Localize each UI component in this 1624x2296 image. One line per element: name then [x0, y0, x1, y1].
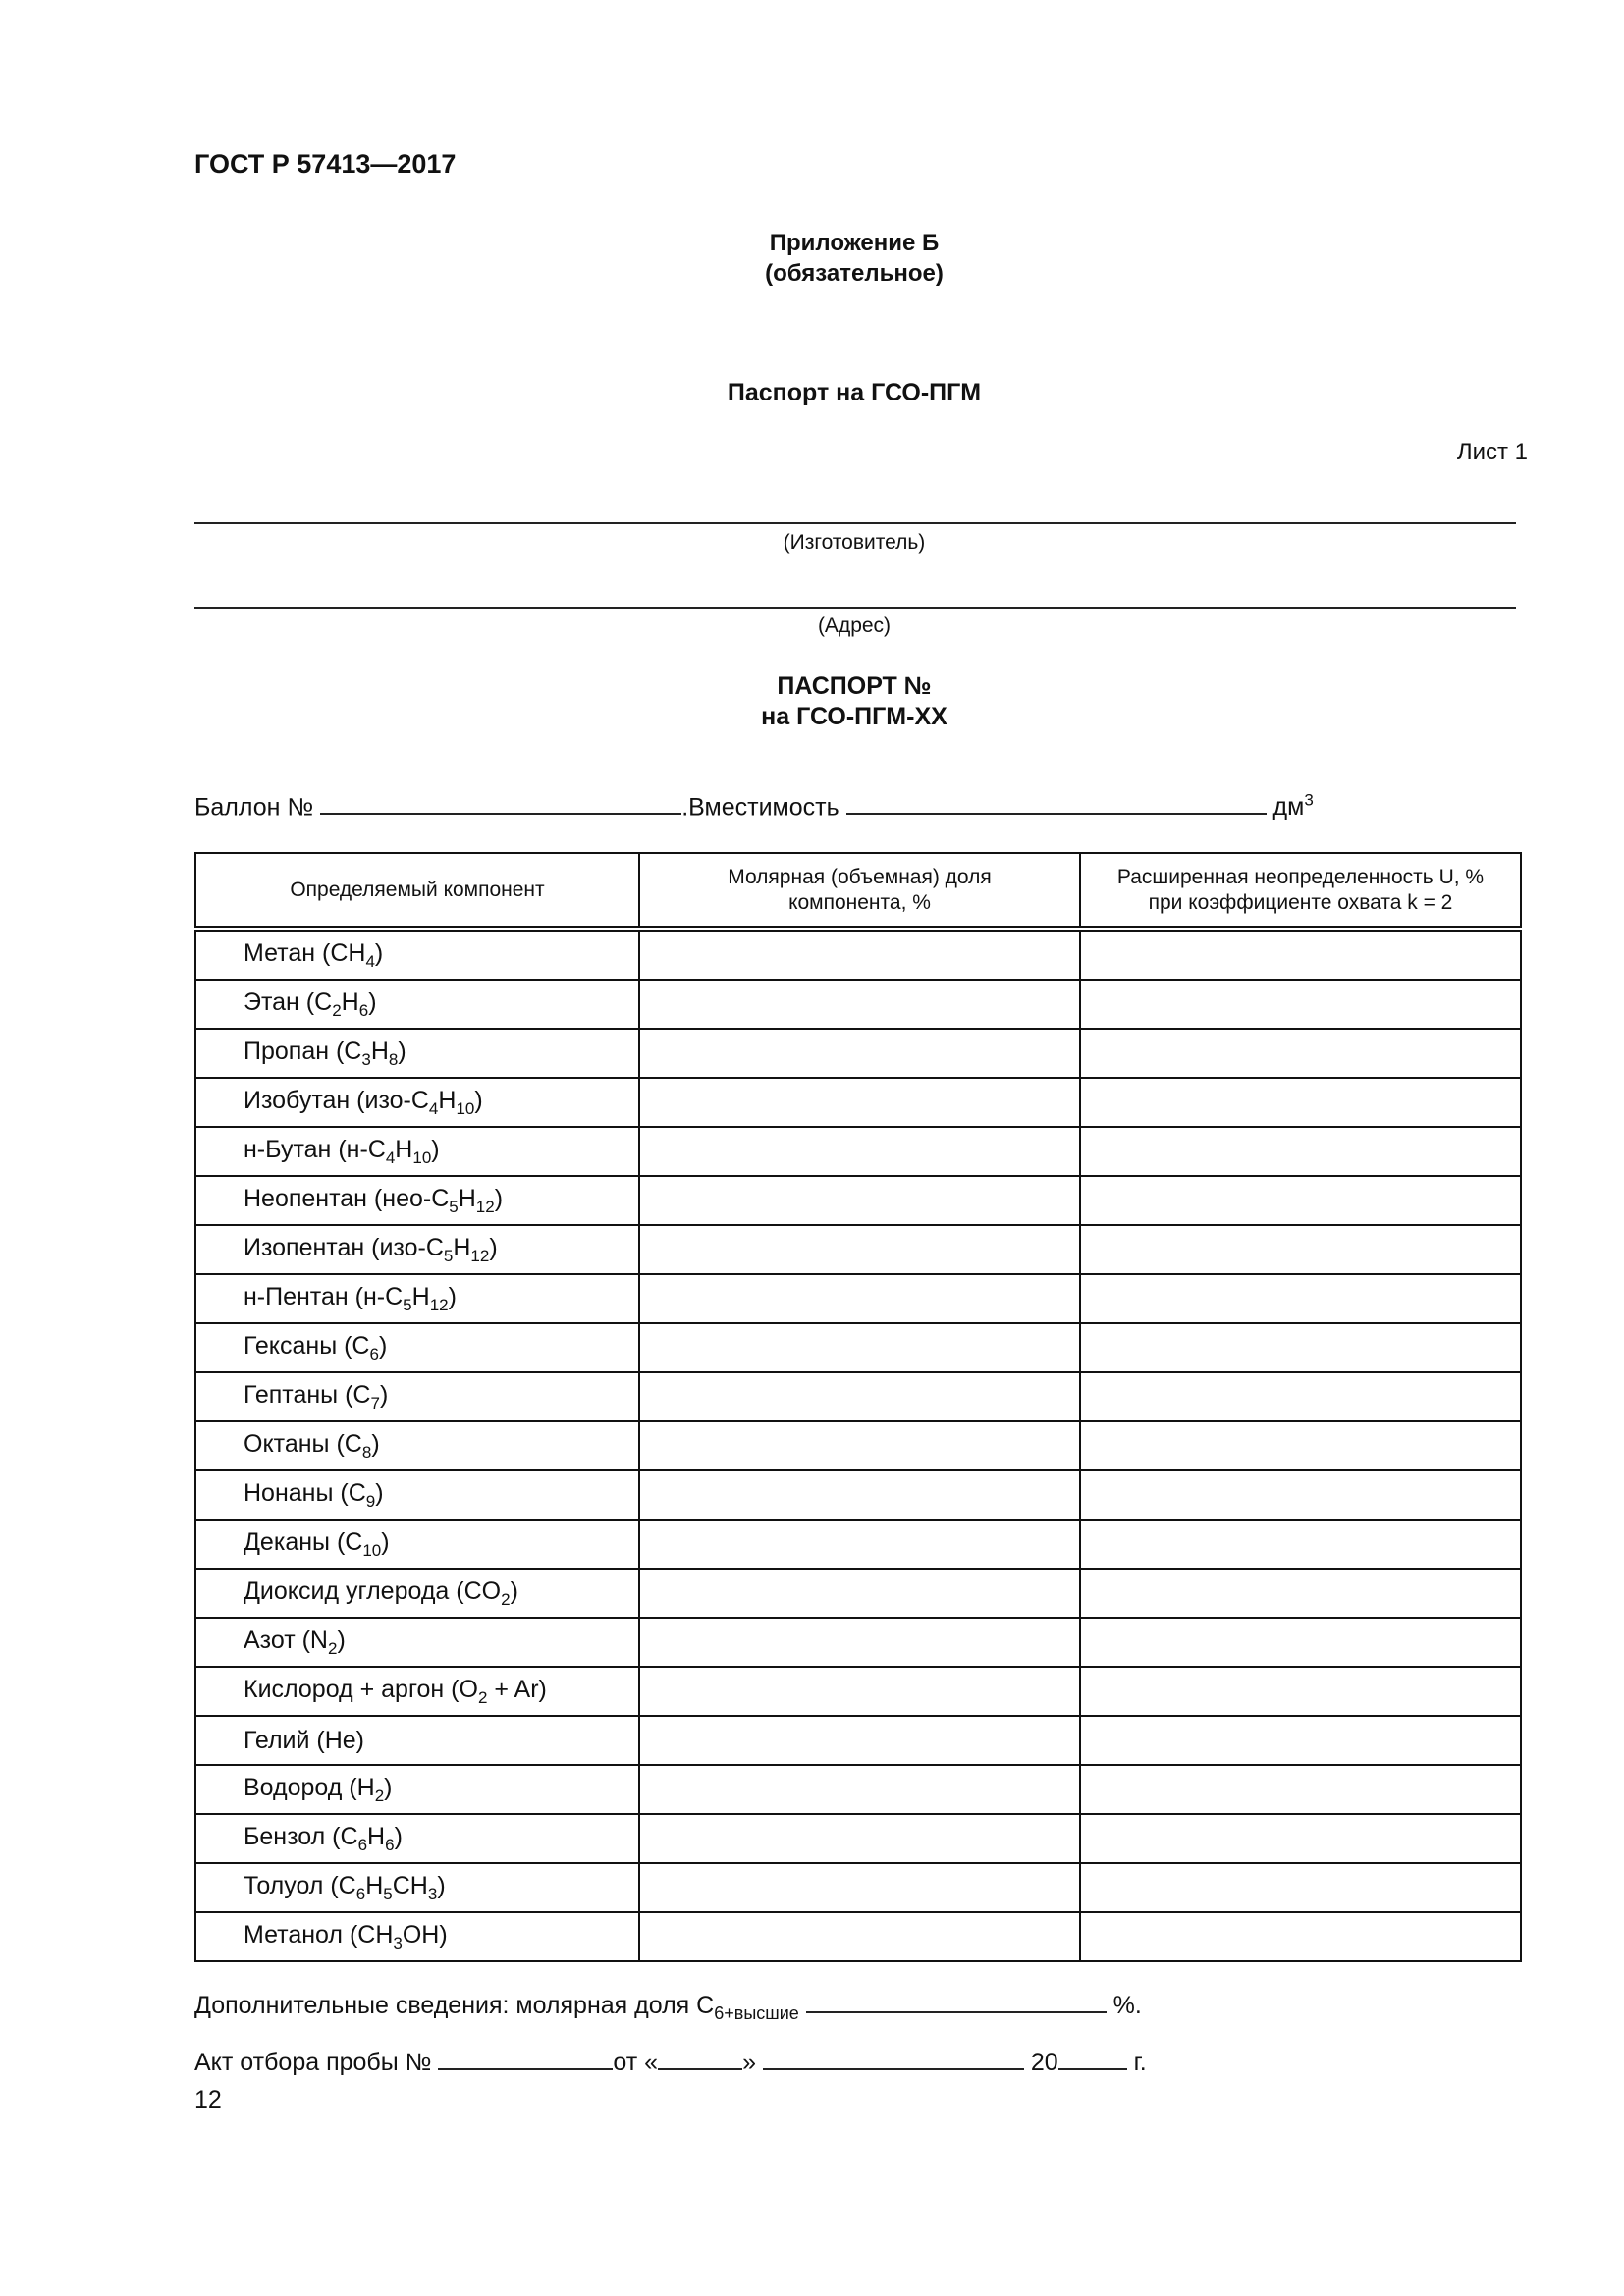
table-row — [195, 929, 1521, 980]
table-row — [195, 1176, 1521, 1225]
table-row — [195, 1569, 1521, 1618]
table-row — [195, 1421, 1521, 1470]
table-row — [195, 1863, 1521, 1912]
table-row — [195, 1127, 1521, 1176]
component-name: н-Пентан $(н-C_5H_{12})$ — [195, 1274, 639, 1323]
uncertainty-cell[interactable] — [1080, 980, 1521, 1029]
additional-info-label: Дополнительные сведения: молярная доля $C_{6+высшие}$ — [194, 1992, 799, 2023]
page-number: 12 — [194, 2086, 222, 2113]
table-row — [195, 1470, 1521, 1520]
component-name: Бензол $(C_6H_6)$ — [195, 1814, 639, 1863]
appendix-heading — [0, 228, 1624, 289]
sampling-from-label: от « — [613, 2049, 659, 2076]
header-molar-fraction: Молярная (объемная) доля компонента, % — [639, 853, 1080, 929]
cylinder-line — [194, 791, 1314, 822]
component-name: Метанол $(CH_3OH)$ — [195, 1912, 639, 1961]
sampling-act-number-field[interactable] — [438, 2049, 613, 2070]
additional-info-line — [194, 1992, 1142, 2024]
document-code: ГОСТ Р 57413—2017 — [194, 149, 457, 179]
molar-fraction-cell[interactable] — [639, 1274, 1080, 1323]
component-name: Гелий (He) — [195, 1716, 639, 1765]
table-row — [195, 1912, 1521, 1961]
capacity-field[interactable] — [846, 793, 1267, 815]
appendix-title: Приложение Б — [769, 230, 940, 256]
uncertainty-cell[interactable] — [1080, 1814, 1521, 1863]
molar-fraction-cell[interactable] — [639, 1225, 1080, 1274]
molar-fraction-cell[interactable] — [639, 980, 1080, 1029]
uncertainty-cell[interactable] — [1080, 1078, 1521, 1127]
passport-title-line2: на ГСО-ПГМ-ХХ — [761, 703, 947, 730]
uncertainty-cell[interactable] — [1080, 1029, 1521, 1078]
sampling-close-quote: » — [742, 2049, 756, 2076]
table-row — [195, 980, 1521, 1029]
molar-fraction-cell[interactable] — [639, 1912, 1080, 1961]
appendix-status: (обязательное) — [765, 260, 944, 287]
sheet-number: Лист 1 — [1456, 439, 1528, 465]
component-name: н-Бутан $(н-C_4H_{10})$ — [195, 1127, 639, 1176]
component-name: Гептаны $(C_7)$ — [195, 1372, 639, 1421]
uncertainty-cell[interactable] — [1080, 1569, 1521, 1618]
component-name: Кислород + аргон $(O_2 + Ar)$ — [195, 1667, 639, 1716]
sampling-year-prefix: 20 — [1030, 2049, 1058, 2076]
molar-fraction-cell[interactable] — [639, 1716, 1080, 1765]
cylinder-number-field[interactable] — [320, 793, 681, 815]
component-name: Гексаны $(C_6)$ — [195, 1323, 639, 1372]
component-name: Изобутан $(изо-C_4H_{10})$ — [195, 1078, 639, 1127]
table-row — [195, 1372, 1521, 1421]
molar-fraction-cell[interactable] — [639, 1667, 1080, 1716]
table-row — [195, 1667, 1521, 1716]
components-table — [194, 852, 1522, 1962]
molar-fraction-cell[interactable] — [639, 1814, 1080, 1863]
molar-fraction-cell[interactable] — [639, 1176, 1080, 1225]
capacity-label: .Вместимость — [681, 793, 839, 822]
molar-fraction-cell[interactable] — [639, 1520, 1080, 1569]
table-row — [195, 1716, 1521, 1765]
cylinder-label: Баллон № — [194, 793, 314, 822]
uncertainty-cell[interactable] — [1080, 1127, 1521, 1176]
uncertainty-cell[interactable] — [1080, 1863, 1521, 1912]
molar-fraction-cell[interactable] — [639, 1569, 1080, 1618]
table-row — [195, 1274, 1521, 1323]
address-caption: (Адрес) — [817, 614, 892, 637]
component-name: Деканы $(C_{10})$ — [195, 1520, 639, 1569]
table-row — [195, 1225, 1521, 1274]
uncertainty-cell[interactable] — [1080, 1667, 1521, 1716]
table-header-row — [195, 853, 1521, 929]
component-name: Нонаны $(C_9)$ — [195, 1470, 639, 1520]
uncertainty-cell[interactable] — [1080, 1274, 1521, 1323]
component-name: Диоксид углерода $(CO_2)$ — [195, 1569, 639, 1618]
component-name: Водород $(H_2)$ — [195, 1765, 639, 1814]
component-name: Пропан $(C_3H_8)$ — [195, 1029, 639, 1078]
sampling-year-field[interactable] — [1058, 2049, 1127, 2070]
component-name: Азот $(N_2)$ — [195, 1618, 639, 1667]
sampling-act-line — [194, 2049, 1147, 2077]
capacity-unit: $дм^3$ — [1272, 791, 1314, 822]
molar-fraction-cell[interactable] — [639, 1078, 1080, 1127]
additional-info-field[interactable] — [806, 1992, 1107, 2013]
header-uncertainty: Расширенная неопределенность U, % при коэффициенте охвата k = 2 — [1080, 853, 1521, 929]
table-row — [195, 1323, 1521, 1372]
molar-fraction-cell[interactable] — [639, 1863, 1080, 1912]
uncertainty-cell[interactable] — [1080, 929, 1521, 980]
uncertainty-cell[interactable] — [1080, 1225, 1521, 1274]
uncertainty-cell[interactable] — [1080, 1323, 1521, 1372]
uncertainty-cell[interactable] — [1080, 1618, 1521, 1667]
section-title: Паспорт на ГСО-ПГМ — [727, 379, 982, 406]
uncertainty-cell[interactable] — [1080, 1912, 1521, 1961]
sampling-act-label: Акт отбора пробы № — [194, 2049, 432, 2076]
uncertainty-cell[interactable] — [1080, 1176, 1521, 1225]
molar-fraction-cell[interactable] — [639, 1323, 1080, 1372]
passport-title-line1: ПАСПОРТ № — [777, 672, 932, 700]
address-line[interactable] — [194, 607, 1516, 609]
uncertainty-cell[interactable] — [1080, 1421, 1521, 1470]
table-row — [195, 1078, 1521, 1127]
uncertainty-cell[interactable] — [1080, 1372, 1521, 1421]
molar-fraction-cell[interactable] — [639, 1372, 1080, 1421]
molar-fraction-cell[interactable] — [639, 1470, 1080, 1520]
uncertainty-cell[interactable] — [1080, 1470, 1521, 1520]
manufacturer-caption: (Изготовитель) — [783, 531, 926, 554]
molar-fraction-cell[interactable] — [639, 929, 1080, 980]
additional-info-unit: %. — [1112, 1992, 1142, 2019]
component-name: Неопентан $(нео-C_5H_{12})$ — [195, 1176, 639, 1225]
sampling-day-field[interactable] — [658, 2049, 742, 2070]
molar-fraction-cell[interactable] — [639, 1765, 1080, 1814]
component-name: Изопентан $(изо-C_5H_{12})$ — [195, 1225, 639, 1274]
component-name: Этан $(C_2H_6)$ — [195, 980, 639, 1029]
molar-fraction-cell[interactable] — [639, 1029, 1080, 1078]
uncertainty-cell[interactable] — [1080, 1716, 1521, 1765]
sampling-month-field[interactable] — [763, 2049, 1024, 2070]
molar-fraction-cell[interactable] — [639, 1127, 1080, 1176]
uncertainty-cell[interactable] — [1080, 1520, 1521, 1569]
table-row — [195, 1618, 1521, 1667]
component-name: Октаны $(C_8)$ — [195, 1421, 639, 1470]
table-row — [195, 1520, 1521, 1569]
table-row — [195, 1765, 1521, 1814]
component-name: Метан $(CH_4)$ — [195, 929, 639, 980]
table-row — [195, 1814, 1521, 1863]
header-component: Определяемый компонент — [195, 853, 639, 929]
manufacturer-line[interactable] — [194, 522, 1516, 524]
table-row — [195, 1029, 1521, 1078]
molar-fraction-cell[interactable] — [639, 1618, 1080, 1667]
passport-title — [0, 671, 1624, 732]
component-name: Толуол $(C_6H_5CH_3)$ — [195, 1863, 639, 1912]
sampling-year-suffix: г. — [1133, 2049, 1147, 2076]
molar-fraction-cell[interactable] — [639, 1421, 1080, 1470]
uncertainty-cell[interactable] — [1080, 1765, 1521, 1814]
